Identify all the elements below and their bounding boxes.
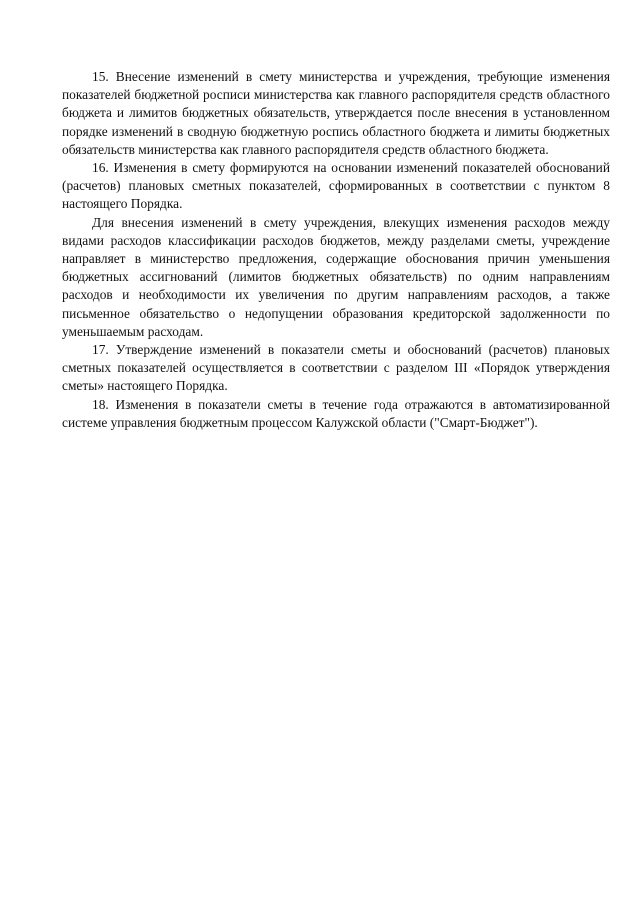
paragraph-16-continuation: Для внесения изменений в смету учреждения, влекущих изменения расходов между видами расходов классификации расходов бюджетов, между разделами сметы, учреждение направляет в министерство предложения, содержащие обоснования причин уменьшения бюджетных ассигнований (лимитов бюджетных обязательств) по одним направлениям расходов и необходимости их увеличения по другим направлениям расходов, а также письменное обязательство о недопущении образования кредиторской задолженности по уменьшаемым расходам. — [62, 214, 610, 339]
paragraph-17: 17. Утверждение изменений в показатели сметы и обоснований (расчетов) плановых сметных показателей осуществляется в соответствии с разделом III «Порядок утверждения сметы» настоящего Порядка. — [62, 342, 610, 394]
paragraph-15: 15. Внесение изменений в смету министерства и учреждения, требующие изменения показателей бюджетной росписи министерства как главного распорядителя средств областного бюджета и лимитов бюджетных обязательств, утверждается после внесения в установленном порядке изменений в сводную бюджетную роспись областного бюджета и лимиты бюджетных обязательств министерства как главного распорядителя средств областного бюджета. — [62, 69, 610, 157]
document-page — [62, 68, 610, 432]
paragraph-18: 18. Изменения в показатели сметы в течение года отражаются в автоматизированной системе управления бюджетным процессом Калужской области ("Смарт-Бюджет"). — [62, 396, 610, 430]
paragraph-16: 16. Изменения в смету формируются на основании изменений показателей обоснований (расчетов) плановых сметных показателей, сформированных в соответствии с пунктом 8 настоящего Порядка. — [62, 160, 610, 212]
